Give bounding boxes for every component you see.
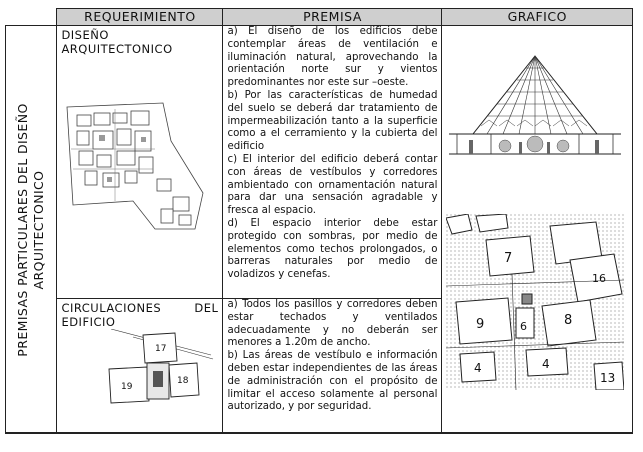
- requirement-title: CIRCULACIONES DEL EDIFICIO: [61, 301, 219, 329]
- premise-list-design: [223, 26, 441, 282]
- plan-room-label: 6: [520, 320, 528, 333]
- premise-list-circulation: [223, 299, 441, 414]
- bottom-rule: [5, 432, 633, 434]
- graphic-cell: [442, 26, 633, 434]
- table-row: [6, 26, 633, 299]
- detail-plan-drawing: [446, 214, 624, 390]
- premises-table: [5, 8, 633, 434]
- premise-item: b) Las áreas de vestíbulo e información deben estar independientes de las áreas de administración con el propósito de limitar el acceso solamente al personal autorizado, y por seguridad.: [227, 350, 438, 413]
- side-label-line1: PREMISAS PARTICULARES DEL DISEÑO: [15, 102, 31, 357]
- side-label-line2: ARQUITECTONICO: [31, 170, 47, 289]
- requirement-cell-design: [57, 26, 223, 299]
- plan-room-label: 7: [504, 251, 513, 266]
- premise-item: b) Por las características de humedad del suelo se deberá dar tratamiento de impermeabilización tanto a la superficie como a el cerramiento y la cubierta del edificio: [227, 89, 438, 153]
- plan-room-label: 4: [474, 361, 483, 375]
- table-header-row: [6, 9, 633, 26]
- requirement-title: DISEÑO ARQUITECTONICO: [61, 28, 173, 56]
- elevation-drawing: [447, 48, 623, 160]
- plan-room-label: 17: [155, 344, 167, 354]
- premise-item: a) El diseño de los edificios debe contemplar áreas de ventilación e iluminación natural, aprovechando la orientación norte sur y vientos predominantes nor este sur –oeste.: [227, 26, 438, 89]
- plan-room-label: 8: [564, 313, 573, 328]
- requirement-cell-circulation: [57, 299, 223, 434]
- plan-room-label: 18: [177, 376, 189, 386]
- header-requerimiento: REQUERIMIENTO: [57, 9, 223, 26]
- plan-room-label: 4: [542, 357, 551, 371]
- side-label: [15, 30, 47, 430]
- header-blank-cell: [6, 9, 57, 26]
- plan-room-label: 9: [476, 317, 485, 332]
- premise-cell-circulation: [223, 299, 442, 434]
- site-plan-drawing: [63, 101, 209, 236]
- circulation-plan-drawing: [93, 329, 215, 409]
- premise-item: a) Todos los pasillos y corredores deben estar techados y ventilados adecuadamente y no deberán ser menores a 1.20m de ancho.: [227, 299, 438, 349]
- premise-cell-design: [223, 26, 442, 299]
- header-grafico: GRAFICO: [442, 9, 633, 26]
- plan-room-label: 16: [592, 272, 607, 285]
- plan-room-label: 19: [121, 382, 133, 392]
- header-premisa: PREMISA: [223, 9, 442, 26]
- premise-item: d) El espacio interior debe estar protegido con sombras, por medio de elementos como techos prolongados, o barreras naturales por medio de voladizos y cenefas.: [227, 217, 438, 281]
- side-label-cell: [6, 26, 57, 434]
- premise-item: c) El interior del edificio deberá contar con áreas de vestíbulos y corredores ambientado con ornamentación natural para dar una sensación agradable y fresca al espacio.: [227, 153, 438, 217]
- plan-room-label: 13: [600, 371, 616, 385]
